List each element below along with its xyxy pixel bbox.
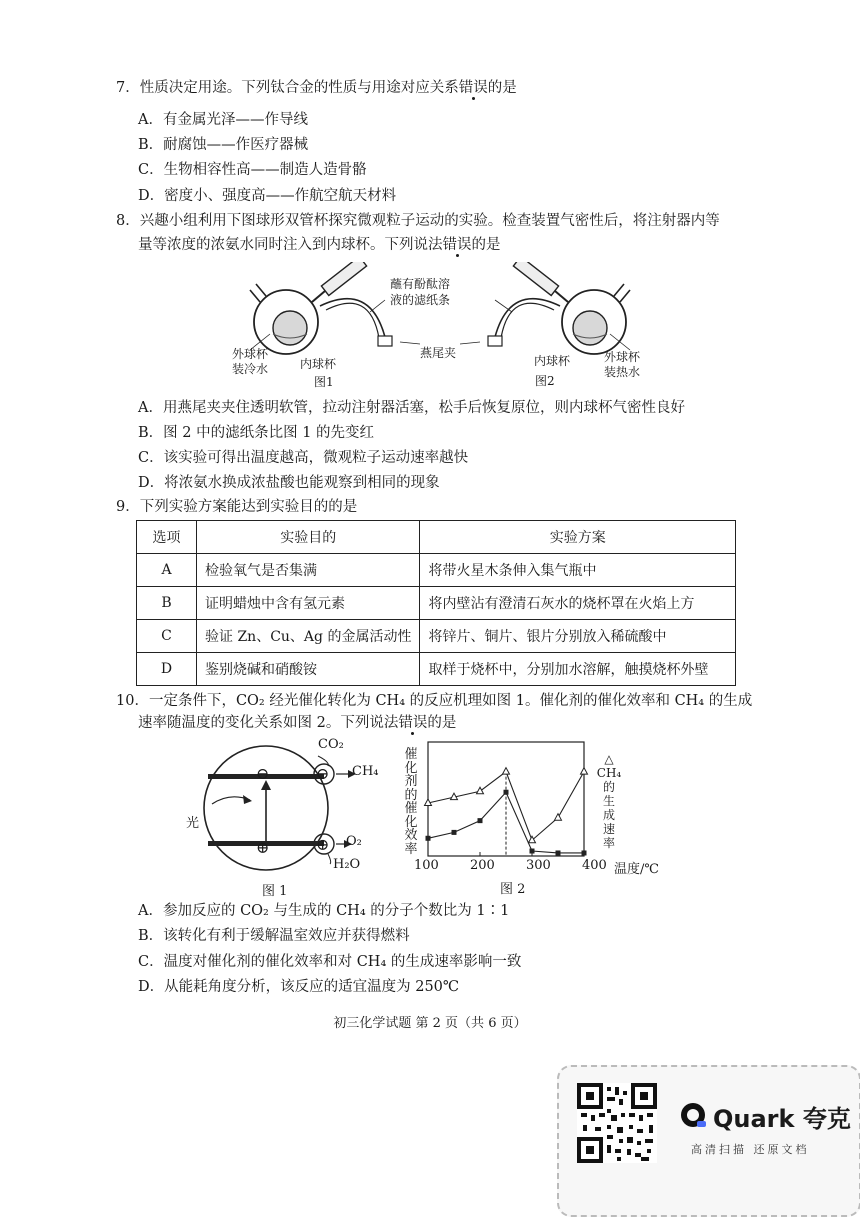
quark-tagline: 高清扫描 还原文档 bbox=[691, 1143, 810, 1156]
chart-xtick-label: 200 bbox=[470, 858, 495, 873]
q10-h2o-label: H₂O bbox=[333, 857, 361, 872]
q10-stem-end: 的是 bbox=[427, 715, 457, 731]
chart-point-triangle bbox=[581, 768, 588, 775]
q8-option-b: B．图 2 中的滤纸条比图 1 的先变红 bbox=[138, 425, 375, 441]
minus-icon: ⊖ bbox=[256, 764, 270, 783]
chart-xlabel: 温度/℃ bbox=[614, 862, 659, 877]
table-row bbox=[137, 620, 736, 653]
q7-stem-end: 的是 bbox=[487, 80, 517, 96]
q8-left-outer-label: 外球杯 装冷水 bbox=[232, 347, 269, 376]
q8-stem-line1: 8．兴趣小组利用下图球形双管杯探究微观粒子运动的实验。检查装置气密性后，将注射器内等 bbox=[116, 213, 720, 229]
left-clip bbox=[378, 336, 392, 346]
q8-fig2-caption: 图2 bbox=[535, 374, 555, 388]
q10-o2-label: O₂ bbox=[346, 834, 362, 849]
chart-point-square bbox=[426, 836, 431, 841]
q7-stem-emphasis: 错误 bbox=[458, 80, 488, 96]
chart-ylabel-right: △ CH₄ 的 生 成 速 率 bbox=[594, 752, 624, 850]
q8-filter-label: 蘸有酚酞溶 液的滤纸条 bbox=[390, 277, 451, 307]
table-header-row bbox=[137, 521, 736, 554]
minus-icon: ⊖ bbox=[316, 764, 330, 783]
table-cell: 证明蜡烛中含有氢元素 bbox=[197, 587, 420, 620]
q7-option-d: D．密度小、强度高——作航空航天材料 bbox=[138, 188, 397, 204]
quark-scan-badge bbox=[557, 1065, 860, 1217]
q10-stem-line1: 10．一定条件下，CO₂ 经光催化转化为 CH₄ 的反应机理如图 1。催化剂的催化效率和 CH₄ 的生成 bbox=[116, 693, 753, 709]
q10-ch4-label: CH₄ bbox=[352, 764, 379, 779]
q8-right-outer-label: 外球杯 装热水 bbox=[604, 350, 641, 379]
q8-option-a: A．用燕尾夹夹住透明软管，拉动注射器活塞，松手后恢复原位，则内球杯气密性良好 bbox=[138, 400, 685, 416]
q8-clip-label: 燕尾夹 bbox=[420, 346, 457, 360]
right-syringe bbox=[504, 262, 559, 296]
table-cell: C bbox=[137, 620, 197, 653]
page-footer: 初三化学试题 第 2 页（共 6 页） bbox=[333, 1016, 527, 1031]
left-syringe bbox=[321, 262, 376, 296]
chart-point-square bbox=[478, 818, 483, 823]
q7-stem bbox=[116, 78, 517, 98]
q10-chart bbox=[416, 738, 596, 878]
q10-co2-label: CO₂ bbox=[318, 737, 344, 752]
table-cell: 取样于烧杯中，分别加水溶解，触摸烧杯外壁 bbox=[420, 653, 736, 686]
table-cell: 将锌片、铜片、银片分别放入稀硫酸中 bbox=[420, 620, 736, 653]
chart-xtick-label: 400 bbox=[582, 858, 607, 873]
plus-icon: ⊕ bbox=[316, 835, 330, 854]
table-header: 选项 bbox=[137, 521, 197, 554]
q8-stem-line2 bbox=[138, 235, 501, 255]
chart-ylabel-left: 催 化 剂 的 催 化 效 率 bbox=[404, 747, 418, 857]
q7-option-c: C．生物相容性高——制造人造骨骼 bbox=[138, 162, 367, 178]
quark-brand: Quark 夸克 bbox=[713, 1105, 851, 1133]
q10-option-c: C．温度对催化剂的催化效率和对 CH₄ 的生成速率影响一致 bbox=[138, 954, 522, 970]
table-cell: 将带火星木条伸入集气瓶中 bbox=[420, 554, 736, 587]
quark-logo-icon bbox=[679, 1101, 709, 1131]
q8-stem-end: 的是 bbox=[471, 237, 501, 253]
table-header: 实验方案 bbox=[420, 521, 736, 554]
q8-right-inner-label: 内球杯 bbox=[534, 354, 571, 368]
q8-option-d: D．将浓氨水换成浓盐酸也能观察到相同的现象 bbox=[138, 475, 440, 491]
q10-stem-line2 bbox=[138, 713, 456, 733]
q10-fig2-caption: 图 2 bbox=[500, 882, 526, 897]
q7-option-b: B．耐腐蚀——作医疗器械 bbox=[138, 137, 309, 153]
chart-point-square bbox=[530, 849, 535, 854]
triangle-icon: △ bbox=[604, 752, 614, 766]
q7-stem-text: 7．性质决定用途。下列钛合金的性质与用途对应关系 bbox=[116, 80, 459, 96]
chart-point-square bbox=[504, 790, 509, 795]
q9-experiment-table bbox=[136, 520, 736, 686]
q8-stem-emphasis: 错误 bbox=[442, 237, 472, 253]
table-header: 实验目的 bbox=[197, 521, 420, 554]
table-cell: 鉴别烧碱和硝酸铵 bbox=[197, 653, 420, 686]
q9-stem: 9．下列实验方案能达到实验目的的是 bbox=[116, 499, 358, 515]
q8-left-inner-label: 内球杯 bbox=[300, 357, 337, 371]
chart-xtick-label: 100 bbox=[414, 858, 439, 873]
chart-point-triangle bbox=[529, 836, 536, 843]
table-cell: 将内壁沾有澄清石灰水的烧杯罩在火焰上方 bbox=[420, 587, 736, 620]
qr-code-icon bbox=[577, 1083, 657, 1163]
table-cell: 验证 Zn、Cu、Ag 的金属活动性 bbox=[197, 620, 420, 653]
right-clip bbox=[488, 336, 502, 346]
chart-point-triangle bbox=[503, 768, 510, 775]
q8-option-c: C．该实验可得出温度越高，微观粒子运动速率越快 bbox=[138, 450, 469, 466]
q10-light-label: 光 bbox=[186, 816, 200, 831]
chart-xtick-label: 300 bbox=[526, 858, 551, 873]
chart-point-square bbox=[582, 850, 587, 855]
table-row bbox=[137, 587, 736, 620]
q10-option-b: B．该转化有利于缓解温室效应并获得燃料 bbox=[138, 928, 410, 944]
q10-option-d: D．从能耗角度分析，该反应的适宜温度为 250℃ bbox=[138, 979, 460, 995]
table-cell: A bbox=[137, 554, 197, 587]
chart-point-square bbox=[452, 830, 457, 835]
chart-point-triangle bbox=[477, 787, 484, 794]
chart-point-square bbox=[556, 850, 561, 855]
q10-stem-text: 速率随温度的变化关系如图 2。下列说法 bbox=[138, 715, 399, 731]
table-cell: B bbox=[137, 587, 197, 620]
q10-fig1-caption: 图 1 bbox=[262, 884, 288, 899]
q10-stem-emphasis: 错误 bbox=[398, 715, 428, 731]
table-cell: D bbox=[137, 653, 197, 686]
q10-option-a: A．参加反应的 CO₂ 与生成的 CH₄ 的分子个数比为 1∶1 bbox=[138, 903, 510, 919]
q8-fig1-caption: 图1 bbox=[314, 375, 334, 389]
q8-stem-text: 量等浓度的浓氨水同时注入到内球杯。下列说法 bbox=[138, 237, 443, 253]
table-row bbox=[137, 653, 736, 686]
plus-icon: ⊕ bbox=[256, 838, 270, 857]
table-cell: 检验氧气是否集满 bbox=[197, 554, 420, 587]
table-row bbox=[137, 554, 736, 587]
q7-option-a: A．有金属光泽——作导线 bbox=[138, 112, 308, 128]
chart-point-triangle bbox=[555, 814, 562, 821]
